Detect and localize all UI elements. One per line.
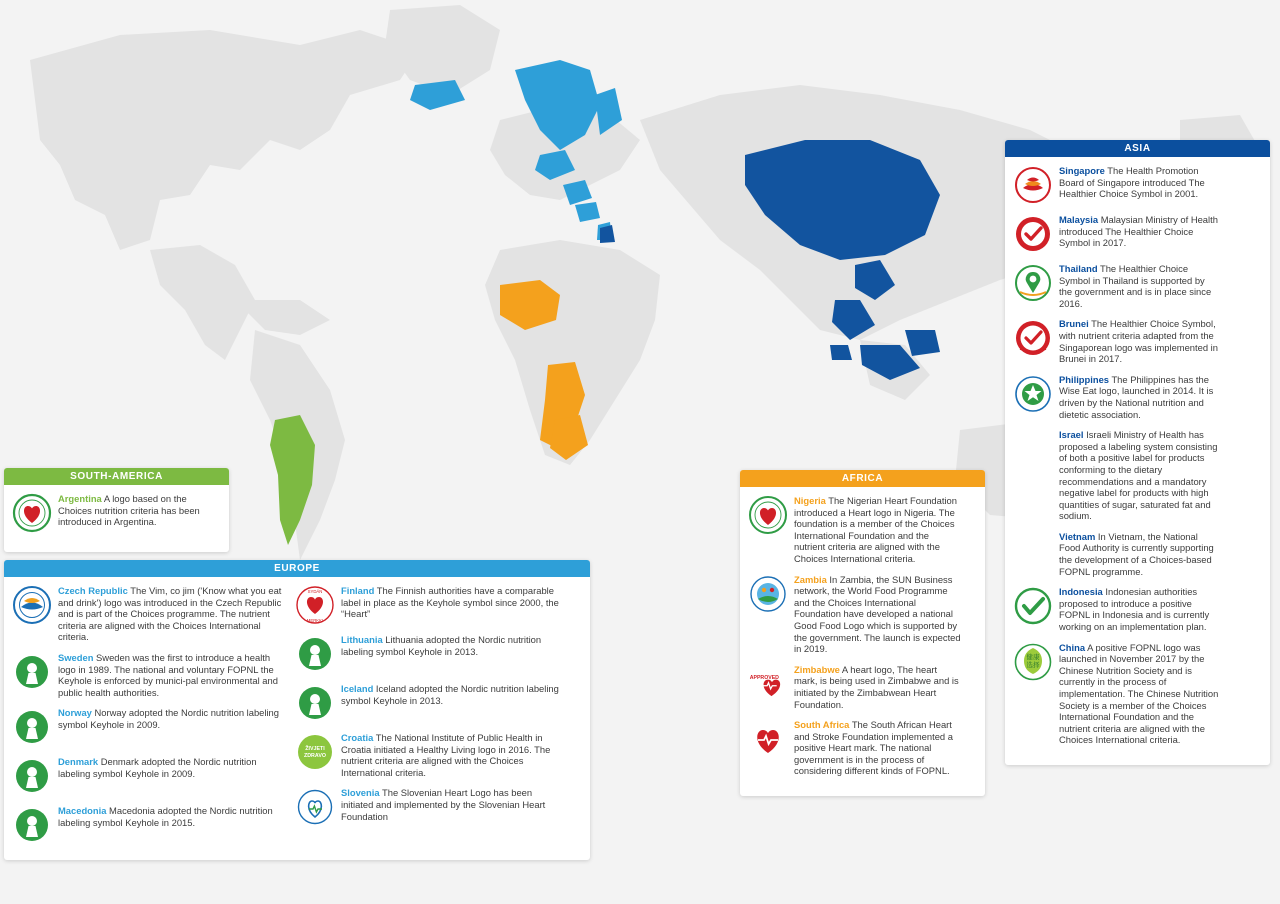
panel-asia-header: ASIA xyxy=(1005,140,1270,157)
entry-zimbabwe xyxy=(748,664,962,710)
country-desc: In Vietnam, the National Food Authority is currently supporting the development of a Choices-based FOPNL programme. xyxy=(1059,530,1214,577)
europe-column-2 xyxy=(295,585,578,854)
entry-israel xyxy=(1013,429,1219,522)
country-name: Croatia xyxy=(341,732,374,743)
entry-south-africa xyxy=(748,719,962,777)
country-desc: A positive FOPNL logo was launched in November 2017 by the Chinese Nutrition Society and is currently in the process of implementation. The Chinese Nutrition Society is a member of the Choices International Foundation and the nutrient criteria are aligned with the Choices International criteria. xyxy=(1059,641,1219,746)
entry-lithuania xyxy=(295,634,578,674)
nigeria-heart-foundation-logo xyxy=(748,495,788,535)
entry-malaysia xyxy=(1013,214,1219,254)
svg-text:ŽIVJETI: ŽIVJETI xyxy=(305,746,325,752)
country-desc: Sweden was the first to introduce a health logo in 1989. The national and voluntary FOPNL the Keyhole is enforced by munici-pal environmental and public health authorities. xyxy=(58,651,278,698)
entry-vietnam xyxy=(1013,531,1219,577)
country-name: Denmark xyxy=(58,756,99,768)
keyhole-logo xyxy=(295,634,335,674)
argentina-choices-logo xyxy=(12,493,52,533)
country-desc: The Nigerian Heart Foundation introduced a Heart logo in Nigeria. The foundation is a member of the Choices International Foundation and the nutrient criteria are aligned with the Choices International criteria. xyxy=(794,495,957,564)
entry-text-malaysia xyxy=(1059,214,1219,249)
country-desc: Iceland adopted the Nordic nutrition labeling symbol Keyhole in 2013. xyxy=(341,683,559,706)
panel-europe xyxy=(4,560,590,860)
country-desc: A logo based on the Choices nutrition criteria has been introduced in Argentina. xyxy=(58,493,200,528)
svg-text:APPROVED: APPROVED xyxy=(749,674,779,681)
entry-text-singapore xyxy=(1059,165,1219,200)
panel-africa-header: AFRICA xyxy=(740,470,985,487)
entry-norway xyxy=(12,707,295,747)
entry-nigeria xyxy=(748,495,962,565)
entry-text-croatia xyxy=(341,732,566,778)
country-desc: Denmark adopted the Nordic nutrition labeling symbol Keyhole in 2009. xyxy=(58,756,257,779)
country-name: Nigeria xyxy=(794,495,826,506)
country-desc: The Vim, co jim ('Know what you eat and drink') logo was introduced in the Czech Republic and is part of the Choices programme. The nutrient criteria are aligned with the Choices International criteria. xyxy=(58,585,282,643)
entry-text-nigeria xyxy=(794,495,962,565)
country-name: Macedonia xyxy=(58,805,107,817)
panel-south-america-header: SOUTH-AMERICA xyxy=(4,468,229,485)
country-name: Czech Republic xyxy=(58,585,128,596)
country-name: Sweden xyxy=(58,651,94,663)
entry-text-norway xyxy=(58,707,283,730)
country-desc: A heart logo, The heart mark, is being used in Zimbabwe and is initiated by the Zimbabwean Heart Foundation. xyxy=(794,663,959,710)
zimbabwe-approved-heart-logo xyxy=(748,664,788,704)
country-desc: Macedonia adopted the Nordic nutrition labeling symbol Keyhole in 2015. xyxy=(58,805,273,828)
country-desc: Lithuania adopted the Nordic nutrition labeling symbol Keyhole in 2013. xyxy=(341,634,542,657)
philippines-wise-eat-logo xyxy=(1013,374,1053,414)
keyhole-logo xyxy=(12,652,52,692)
svg-text:MERKKI: MERKKI xyxy=(306,618,324,623)
entry-finland xyxy=(295,585,578,625)
country-name: Finland xyxy=(341,585,375,596)
thailand-healthier-choice-logo xyxy=(1013,263,1053,303)
country-desc: The Healthier Choice Symbol, with nutrient criteria adapted from the Singaporean logo was implemented in Brunei in 2017. xyxy=(1059,318,1218,365)
indonesia-check-logo xyxy=(1013,586,1053,626)
country-desc: Malaysian Ministry of Health introduced The Healthier Choice Symbol in 2017. xyxy=(1059,214,1218,249)
entry-text-indonesia xyxy=(1059,586,1219,632)
entry-text-china xyxy=(1059,642,1219,746)
country-desc: The Philippines has the Wise Eat logo, launched in 2014. It is driven by the National nutrition and dietetic association. xyxy=(1059,373,1214,420)
keyhole-logo xyxy=(12,805,52,845)
finland-heart-logo xyxy=(295,585,335,625)
entry-brunei xyxy=(1013,318,1219,364)
country-name: South Africa xyxy=(794,719,850,731)
country-name: Vietnam xyxy=(1059,530,1096,542)
entry-philippines xyxy=(1013,374,1219,420)
entry-sweden xyxy=(12,652,295,698)
country-desc: The National Institute of Public Health in Croatia initiated a Healthy Living logo in 2016. The nutrient criteria are aligned with the Choices International criteria. xyxy=(341,732,551,778)
china-healthy-food-logo xyxy=(1013,642,1053,682)
entry-text-israel xyxy=(1059,429,1219,522)
svg-text:选择: 选择 xyxy=(1026,660,1040,669)
country-name: Iceland xyxy=(341,683,374,694)
country-desc: Israeli Ministry of Health has proposed a labeling system consisting of both a positive label for products conforming to the dietary recommendations and a mandatory negative label for products with high quantities of sugar, saturated fat and sodium. xyxy=(1059,429,1218,522)
country-desc: The South African Heart and Stroke Foundation implemented a positive Heart mark. The national government is in the process of considering different kinds of FOPNL. xyxy=(794,719,953,777)
entry-text-vietnam xyxy=(1059,531,1219,577)
czech-vim-co-jim-logo xyxy=(12,585,52,625)
malaysia-healthier-choice-logo xyxy=(1013,214,1053,254)
entry-text-sweden xyxy=(58,652,283,698)
country-desc: The Healthier Choice Symbol in Thailand is supported by the government and is in place since 2016. xyxy=(1059,263,1212,309)
entry-slovenia xyxy=(295,787,578,827)
brunei-healthier-choice-logo xyxy=(1013,318,1053,358)
country-name: Argentina xyxy=(58,493,102,504)
country-name: Israel xyxy=(1059,429,1084,441)
keyhole-logo xyxy=(295,683,335,723)
entry-czech-republic xyxy=(12,585,295,643)
entry-text-denmark xyxy=(58,756,283,779)
entry-text-czech-republic xyxy=(58,585,283,643)
country-name: Zambia xyxy=(794,573,827,585)
entry-text-argentina xyxy=(58,493,208,528)
country-desc: In Zambia, the SUN Business network, the World Food Programme and the Choices International Foundation have developed a national Good Food Logo which is supported by the government. The launch is expected in 2019. xyxy=(794,573,961,655)
entry-macedonia xyxy=(12,805,295,845)
entry-text-zambia xyxy=(794,574,962,655)
entry-thailand xyxy=(1013,263,1219,309)
entry-text-south-africa xyxy=(794,719,962,777)
panel-asia xyxy=(1005,140,1270,765)
country-desc: The Health Promotion Board of Singapore introduced The Healthier Choice Symbol in 2001. xyxy=(1059,165,1205,200)
entry-zambia xyxy=(748,574,962,655)
svg-text:SYDÄN: SYDÄN xyxy=(307,589,323,594)
panel-south-america xyxy=(4,468,229,552)
country-name: Malaysia xyxy=(1059,214,1099,225)
entry-indonesia xyxy=(1013,586,1219,632)
entry-text-slovenia xyxy=(341,787,566,822)
country-name: Thailand xyxy=(1059,263,1098,274)
country-name: Norway xyxy=(58,707,92,719)
entry-text-brunei xyxy=(1059,318,1219,364)
entry-text-zimbabwe xyxy=(794,664,962,710)
entry-text-thailand xyxy=(1059,263,1219,309)
country-name: Zimbabwe xyxy=(794,663,840,675)
slovenia-heart-logo xyxy=(295,787,335,827)
entry-denmark xyxy=(12,756,295,796)
country-name: Slovenia xyxy=(341,787,380,799)
country-name: Brunei xyxy=(1059,318,1089,330)
entry-text-macedonia xyxy=(58,805,283,828)
keyhole-logo xyxy=(12,707,52,747)
country-name: Philippines xyxy=(1059,373,1110,385)
entry-text-philippines xyxy=(1059,374,1219,420)
entry-text-iceland xyxy=(341,683,566,706)
croatia-zivjeti-zdravo-logo xyxy=(295,732,335,772)
entry-iceland xyxy=(295,683,578,723)
south-africa-heart-mark-logo xyxy=(748,719,788,759)
country-desc: Norway adopted the Nordic nutrition labeling symbol Keyhole in 2009. xyxy=(58,707,279,730)
country-name: Indonesia xyxy=(1059,586,1103,598)
europe-column-1 xyxy=(12,585,295,854)
entry-singapore xyxy=(1013,165,1219,205)
panel-africa xyxy=(740,470,985,796)
country-desc: The Slovenian Heart Logo has been initiated and implemented by the Slovenian Heart Foundation xyxy=(341,787,546,822)
singapore-healthier-choice-logo xyxy=(1013,165,1053,205)
entry-text-lithuania xyxy=(341,634,566,657)
country-name: Lithuania xyxy=(341,634,383,645)
country-name: China xyxy=(1059,641,1086,653)
keyhole-logo xyxy=(12,756,52,796)
entry-text-finland xyxy=(341,585,566,620)
zambia-good-food-logo xyxy=(748,574,788,614)
country-desc: Indonesian authorities proposed to introduce a positive FOPNL in Indonesia and is currently working on an implementation plan. xyxy=(1059,586,1210,633)
svg-text:ZDRAVO: ZDRAVO xyxy=(304,753,326,759)
entry-argentina xyxy=(12,493,208,533)
panel-europe-header: EUROPE xyxy=(4,560,590,577)
country-desc: The Finnish authorities have a comparable label in place as the Keyhole symbol since 2000, the “Heart” xyxy=(341,585,559,620)
svg-text:健康: 健康 xyxy=(1026,652,1040,661)
entry-china xyxy=(1013,642,1219,746)
country-name: Singapore xyxy=(1059,165,1105,176)
entry-croatia xyxy=(295,732,578,778)
